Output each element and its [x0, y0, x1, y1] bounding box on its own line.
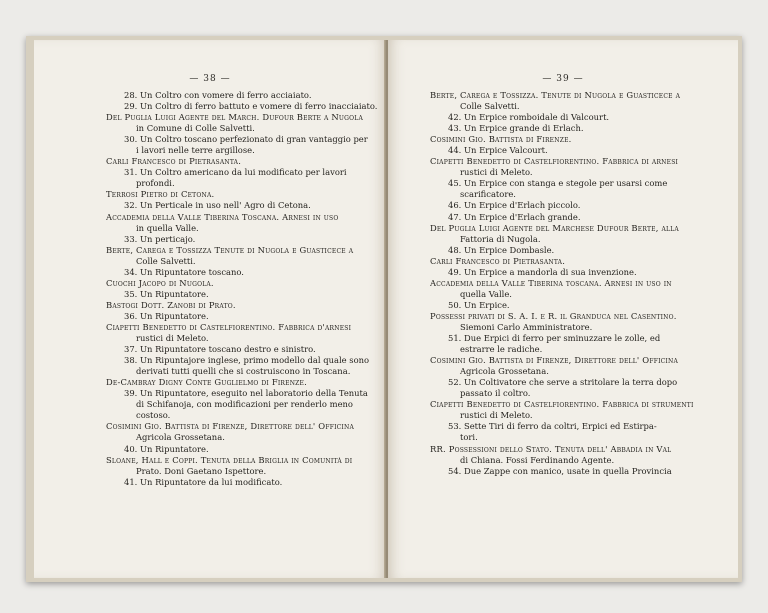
exhibitor-heading: Del Puglia Luigi Agente del Marchese Dufour Berte, alla: [430, 222, 679, 233]
text-line: 31. Un Coltro americano da lui modificato per lavori: [124, 167, 347, 178]
exhibitor-heading: Accademia della Valle Tiberina Toscana. Arnesi in uso: [106, 211, 339, 222]
text-line: Agricola Grossetana.: [136, 432, 225, 443]
text-line: i lavori nelle terre argillose.: [136, 145, 255, 156]
text-line: 28. Un Coltro con vomere di ferro acciaiato.: [124, 90, 312, 100]
text-line: Fattoria di Nugola.: [460, 233, 541, 244]
text-line: quella Valle.: [460, 288, 512, 299]
text-line: profondi.: [136, 178, 175, 189]
exhibitor-heading: Ciapetti Benedetto di Castelfiorentino. Fabbrica di arnesi: [430, 156, 679, 167]
exhibitor-heading: Berte, Carega e Tossizza Tenute di Nugola e Guasticece a: [106, 244, 354, 255]
exhibitor-heading: Carli Francesco di Pietrasanta.: [106, 156, 242, 167]
page-number-left: — 38 —: [189, 74, 231, 84]
text-line: 44. Un Erpice Valcourt.: [448, 145, 548, 156]
text-line: scarificatore.: [460, 189, 516, 200]
text-line: 32. Un Perticale in uso nell' Agro di Cetona.: [124, 200, 311, 211]
text-line: 43. Un Erpice grande di Erlach.: [448, 123, 584, 134]
text-line: in Comune di Colle Salvetti.: [136, 123, 255, 134]
exhibitor-heading: Possessi privati di S. A. I. e R. il Granduca nel Casentino.: [430, 310, 677, 321]
right-page-text: [430, 90, 726, 477]
exhibitor-heading: Ciapetti Benedetto di Castelfiorentino. Fabbrica d'arnesi: [106, 321, 352, 332]
text-line: 51. Due Erpici di ferro per sminuzzare le zolle, ed: [448, 333, 661, 344]
text-line: derivati tutti quelli che si costruiscono in Toscana.: [136, 366, 351, 377]
text-line: 29. Un Coltro di ferro battuto e vomere di ferro inacciaiato.: [124, 101, 378, 112]
text-line: in quella Valle.: [136, 222, 199, 233]
text-line: di Schifanoja, con modificazioni per renderlo meno: [136, 399, 353, 410]
exhibitor-heading: Del Puglia Luigi Agente del March. Dufour Berte a Nugola: [106, 112, 364, 123]
text-line: 54. Due Zappe con manico, usate in quella Provincia: [448, 465, 672, 476]
text-line: 36. Un Ripuntatore.: [124, 310, 209, 321]
text-line: Colle Salvetti.: [136, 255, 196, 266]
text-line: 45. Un Erpice con stanga e stegole per usarsi come: [448, 178, 668, 189]
text-line: Prato. Doni Gaetano Ispettore.: [136, 465, 267, 476]
text-line: 39. Un Ripuntatore, eseguito nel laboratorio della Tenuta: [124, 388, 368, 399]
text-line: rustici di Meleto.: [460, 410, 533, 421]
text-line: di Chiana. Fossi Ferdinando Agente.: [460, 454, 615, 465]
text-line: 40. Un Ripuntatore.: [124, 443, 209, 454]
exhibitor-heading: Accademia della Valle Tiberina toscana. Arnesi in uso in: [430, 277, 672, 288]
left-page: [34, 40, 386, 578]
text-line: costoso.: [136, 410, 171, 421]
text-line: 49. Un Erpice a mandorla di sua invenzione.: [448, 266, 637, 277]
left-page-text: [106, 90, 402, 488]
text-line: 34. Un Ripuntatore toscano.: [124, 266, 244, 277]
exhibitor-heading: Terrosi Pietro di Cetona.: [106, 189, 215, 200]
exhibitor-heading: RR. Possessioni dello Stato. Tenuta dell' Abbadia in Val: [430, 443, 672, 454]
text-line: 50. Un Erpice.: [448, 299, 510, 310]
text-line: 33. Un perticajo.: [124, 233, 196, 244]
exhibitor-heading: Cosimini Gio. Battista di Firenze, Direttore dell' Officina: [430, 355, 678, 366]
exhibitor-heading: Cosimini Gio. Battista di Firenze.: [430, 134, 572, 145]
exhibitor-heading: Berte, Carega e Tossizza. Tenute di Nugola e Guasticece a: [430, 90, 681, 100]
text-line: tori.: [460, 432, 478, 443]
text-line: 37. Un Ripuntatore toscano destro e sinistro.: [124, 344, 316, 355]
text-line: passato il coltro.: [460, 388, 531, 399]
text-line: 41. Un Ripuntatore da lui modificato.: [124, 476, 283, 487]
text-line: 38. Un Ripuntajore inglese, primo modello dal quale sono: [124, 355, 370, 366]
text-line: 30. Un Coltro toscano perfezionato di gran vantaggio per: [124, 134, 368, 145]
text-line: Agricola Grossetana.: [460, 366, 549, 377]
page-number-right: — 39 —: [542, 74, 584, 84]
text-line: Colle Salvetti.: [460, 101, 520, 112]
text-line: 52. Un Coltivatore che serve a stritolare la terra dopo: [448, 377, 678, 388]
text-line: Siemoni Carlo Amministratore.: [460, 321, 593, 332]
text-line: rustici di Meleto.: [460, 167, 533, 178]
text-line: 46. Un Erpice d'Erlach piccolo.: [448, 200, 581, 211]
text-line: 53. Sette Tiri di ferro da coltri, Erpici ed Estirpa-: [448, 421, 657, 432]
right-page: [388, 40, 738, 578]
exhibitor-heading: Cuochi Jacopo di Nugola.: [106, 277, 214, 288]
text-line: estrarre le radiche.: [460, 344, 543, 355]
text-line: rustici di Meleto.: [136, 333, 209, 344]
exhibitor-heading: Carli Francesco di Pietrasanta.: [430, 255, 566, 266]
text-line: 48. Un Erpice Dombasle.: [448, 244, 555, 255]
exhibitor-heading: Bastogi Dott. Zanobi di Prato.: [106, 299, 236, 310]
exhibitor-heading: De-Cambray Digny Conte Guglielmo di Firenze.: [106, 377, 307, 388]
text-line: 47. Un Erpice d'Erlach grande.: [448, 211, 581, 222]
exhibitor-heading: Sloane, Hall e Coppi. Tenuta della Briglia in Comunità di: [106, 454, 353, 465]
text-line: 42. Un Erpice romboidale di Valcourt.: [448, 112, 610, 123]
exhibitor-heading: Ciapetti Benedetto di Castelfiorentino. Fabbrica di strumenti: [430, 399, 694, 410]
exhibitor-heading: Cosimini Gio. Battista di Firenze, Direttore dell' Officina: [106, 421, 354, 432]
text-line: 35. Un Ripuntatore.: [124, 288, 209, 299]
